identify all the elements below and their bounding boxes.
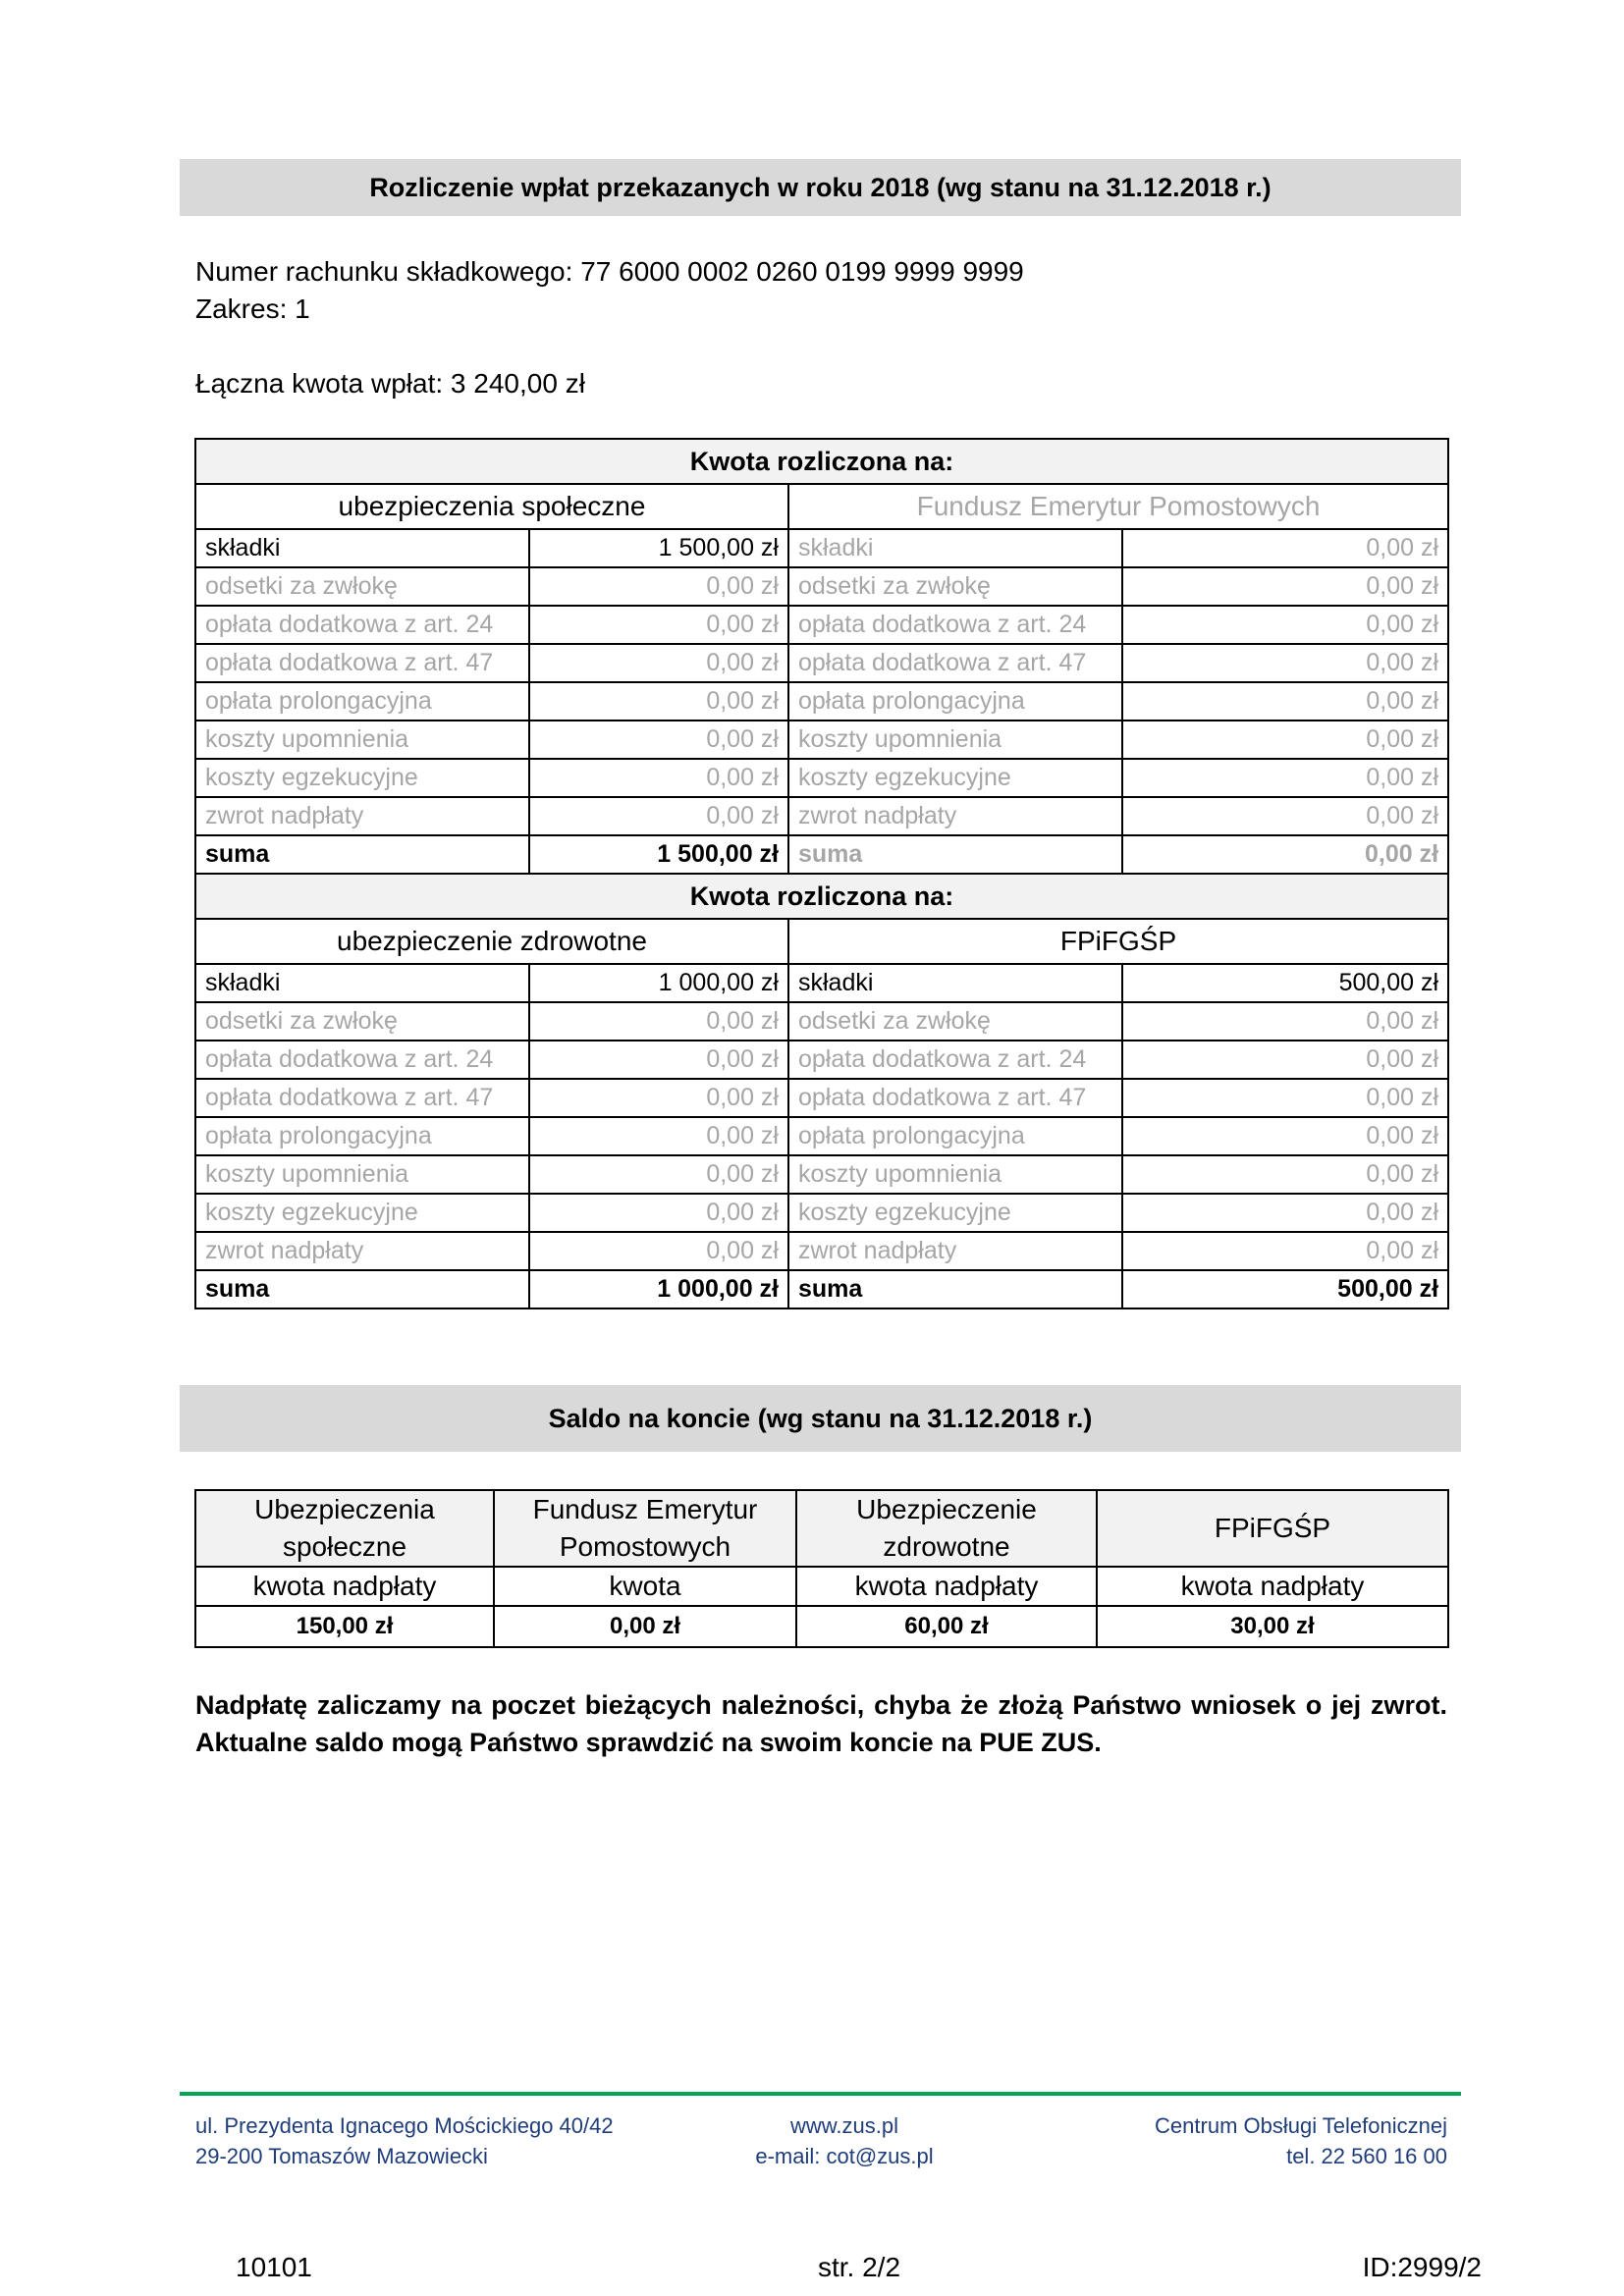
left-item-amount: 1 000,00 zł xyxy=(529,1270,788,1308)
saldo-label-row xyxy=(195,1567,1448,1606)
sum-row xyxy=(195,835,1448,874)
right-category-title: FPiFGŚP xyxy=(788,919,1448,964)
table-row xyxy=(195,759,1448,797)
right-item-label: opłata dodatkowa z art. 24 xyxy=(788,606,1122,644)
left-item-amount: 1 000,00 zł xyxy=(529,964,788,1002)
left-item-amount: 0,00 zł xyxy=(529,1079,788,1117)
table-row xyxy=(195,964,1448,1002)
right-item-label: koszty upomnienia xyxy=(788,1155,1122,1194)
left-item-label: koszty egzekucyjne xyxy=(195,759,529,797)
left-item-label: zwrot nadpłaty xyxy=(195,797,529,835)
right-item-amount: 0,00 zł xyxy=(1122,721,1448,759)
footer-address-line1: ul. Prezydenta Ignacego Mościckiego 40/42 xyxy=(195,2113,614,2138)
table-row xyxy=(195,1041,1448,1079)
left-item-label: odsetki za zwłokę xyxy=(195,1002,529,1041)
left-item-amount: 0,00 zł xyxy=(529,1194,788,1232)
footer-address xyxy=(195,2110,614,2171)
saldo-label-social: kwota nadpłaty xyxy=(195,1567,494,1606)
table-row xyxy=(195,721,1448,759)
right-item-label: składki xyxy=(788,529,1122,567)
left-item-label: opłata prolongacyjna xyxy=(195,1117,529,1155)
left-item-amount: 0,00 zł xyxy=(529,1002,788,1041)
left-item-label: składki xyxy=(195,964,529,1002)
left-item-label: koszty upomnienia xyxy=(195,721,529,759)
footer-web-link[interactable]: www.zus.pl xyxy=(789,2113,899,2138)
left-item-amount: 0,00 zł xyxy=(529,1117,788,1155)
table-row xyxy=(195,1194,1448,1232)
settlement-table-body xyxy=(195,439,1448,1308)
table-row xyxy=(195,1117,1448,1155)
left-item-label: koszty upomnienia xyxy=(195,1155,529,1194)
saldo-value-health: 60,00 zł xyxy=(796,1606,1097,1647)
table-row xyxy=(195,567,1448,606)
right-item-label: zwrot nadpłaty xyxy=(788,1232,1122,1270)
right-item-amount: 0,00 zł xyxy=(1122,1155,1448,1194)
table-row xyxy=(195,1079,1448,1117)
left-item-label: opłata dodatkowa z art. 47 xyxy=(195,644,529,682)
left-item-amount: 0,00 zł xyxy=(529,1041,788,1079)
right-category-title: Fundusz Emerytur Pomostowych xyxy=(788,484,1448,529)
saldo-title: Saldo na koncie (wg stanu na 31.12.2018 r.) xyxy=(180,1385,1461,1452)
zakres: Zakres: 1 xyxy=(195,294,310,324)
right-item-amount: 0,00 zł xyxy=(1122,1041,1448,1079)
saldo-header-fpifgsp: FPiFGŚP xyxy=(1097,1490,1448,1567)
section-heading: Kwota rozliczona na: xyxy=(195,439,1448,484)
right-item-amount: 0,00 zł xyxy=(1122,797,1448,835)
settlement-table xyxy=(194,438,1449,1309)
left-category-title: ubezpieczenia społeczne xyxy=(195,484,788,529)
left-item-amount: 0,00 zł xyxy=(529,567,788,606)
left-item-amount: 0,00 zł xyxy=(529,797,788,835)
saldo-value-row xyxy=(195,1606,1448,1647)
left-item-label: opłata dodatkowa z art. 47 xyxy=(195,1079,529,1117)
left-item-amount: 0,00 zł xyxy=(529,1232,788,1270)
footer-contact xyxy=(687,2110,1001,2171)
left-item-label: opłata dodatkowa z art. 24 xyxy=(195,606,529,644)
document-code: 10101 xyxy=(236,2252,312,2282)
table-row xyxy=(195,644,1448,682)
left-item-amount: 1 500,00 zł xyxy=(529,529,788,567)
table-row xyxy=(195,1002,1448,1041)
footer-address-line2: 29-200 Tomaszów Mazowiecki xyxy=(195,2144,488,2168)
saldo-table xyxy=(194,1489,1449,1648)
table-row xyxy=(195,1155,1448,1194)
right-item-amount: 0,00 zł xyxy=(1122,606,1448,644)
saldo-value-social: 150,00 zł xyxy=(195,1606,494,1647)
saldo-value-fpifgsp: 30,00 zł xyxy=(1097,1606,1448,1647)
saldo-header-social: Ubezpieczenia społeczne xyxy=(195,1490,494,1567)
right-item-amount: 0,00 zł xyxy=(1122,644,1448,682)
left-item-label: składki xyxy=(195,529,529,567)
section-heading-row xyxy=(195,439,1448,484)
right-item-label: opłata prolongacyjna xyxy=(788,1117,1122,1155)
right-item-amount: 0,00 zł xyxy=(1122,1194,1448,1232)
right-item-label: opłata dodatkowa z art. 47 xyxy=(788,644,1122,682)
left-item-label: suma xyxy=(195,1270,529,1308)
left-item-amount: 0,00 zł xyxy=(529,682,788,721)
account-number: Numer rachunku składkowego: 77 6000 0002 0260 0199 9999 9999 xyxy=(195,256,1024,287)
right-item-label: składki xyxy=(788,964,1122,1002)
left-item-amount: 0,00 zł xyxy=(529,721,788,759)
right-item-label: koszty upomnienia xyxy=(788,721,1122,759)
right-item-amount: 500,00 zł xyxy=(1122,1270,1448,1308)
right-item-label: odsetki za zwłokę xyxy=(788,567,1122,606)
left-item-label: zwrot nadpłaty xyxy=(195,1232,529,1270)
right-item-amount: 0,00 zł xyxy=(1122,1079,1448,1117)
right-item-amount: 0,00 zł xyxy=(1122,567,1448,606)
right-item-label: opłata dodatkowa z art. 47 xyxy=(788,1079,1122,1117)
right-item-amount: 0,00 zł xyxy=(1122,1117,1448,1155)
right-item-label: suma xyxy=(788,835,1122,874)
left-item-label: suma xyxy=(195,835,529,874)
table-row xyxy=(195,606,1448,644)
footer-call-center xyxy=(1155,2110,1447,2171)
footer-divider xyxy=(180,2092,1461,2096)
saldo-header-fep: Fundusz Emerytur Pomostowych xyxy=(494,1490,796,1567)
saldo-label-fep: kwota xyxy=(494,1567,796,1606)
saldo-label-health: kwota nadpłaty xyxy=(796,1567,1097,1606)
left-item-amount: 1 500,00 zł xyxy=(529,835,788,874)
saldo-header-health: Ubezpieczenie zdrowotne xyxy=(796,1490,1097,1567)
right-item-amount: 0,00 zł xyxy=(1122,759,1448,797)
right-item-label: opłata prolongacyjna xyxy=(788,682,1122,721)
footer-phone: tel. 22 560 16 00 xyxy=(1286,2144,1447,2168)
left-item-label: opłata dodatkowa z art. 24 xyxy=(195,1041,529,1079)
section-subheading-row xyxy=(195,919,1448,964)
right-item-label: koszty egzekucyjne xyxy=(788,1194,1122,1232)
right-item-amount: 0,00 zł xyxy=(1122,1232,1448,1270)
section-heading: Kwota rozliczona na: xyxy=(195,874,1448,919)
section-subheading-row xyxy=(195,484,1448,529)
overpayment-notice: Nadpłatę zaliczamy na poczet bieżących należności, chyba że złożą Państwo wniosek o jej zwrot. Aktualne saldo mogą Państwo sprawdzić na swoim koncie na PUE ZUS. xyxy=(195,1690,1447,1757)
saldo-label-fpifgsp: kwota nadpłaty xyxy=(1097,1567,1448,1606)
right-item-label: odsetki za zwłokę xyxy=(788,1002,1122,1041)
left-item-amount: 0,00 zł xyxy=(529,1155,788,1194)
right-item-amount: 0,00 zł xyxy=(1122,682,1448,721)
section-heading-row xyxy=(195,874,1448,919)
table-row xyxy=(195,682,1448,721)
left-item-amount: 0,00 zł xyxy=(529,644,788,682)
page-number: str. 2/2 xyxy=(817,2252,901,2282)
right-item-label: opłata dodatkowa z art. 24 xyxy=(788,1041,1122,1079)
saldo-value-fep: 0,00 zł xyxy=(494,1606,796,1647)
right-item-label: zwrot nadpłaty xyxy=(788,797,1122,835)
total-payments: Łączna kwota wpłat: 3 240,00 zł xyxy=(195,368,585,399)
table-row xyxy=(195,529,1448,567)
table-row xyxy=(195,1232,1448,1270)
left-item-label: opłata prolongacyjna xyxy=(195,682,529,721)
right-item-label: koszty egzekucyjne xyxy=(788,759,1122,797)
right-item-amount: 0,00 zł xyxy=(1122,835,1448,874)
right-item-label: suma xyxy=(788,1270,1122,1308)
left-item-label: koszty egzekucyjne xyxy=(195,1194,529,1232)
sum-row xyxy=(195,1270,1448,1308)
right-item-amount: 500,00 zł xyxy=(1122,964,1448,1002)
right-item-amount: 0,00 zł xyxy=(1122,529,1448,567)
left-category-title: ubezpieczenie zdrowotne xyxy=(195,919,788,964)
document-id: ID:2999/2 xyxy=(1362,2252,1482,2282)
footer-center-name: Centrum Obsługi Telefonicznej xyxy=(1155,2113,1447,2138)
left-item-amount: 0,00 zł xyxy=(529,606,788,644)
table-row xyxy=(195,797,1448,835)
settlement-title: Rozliczenie wpłat przekazanych w roku 2018 (wg stanu na 31.12.2018 r.) xyxy=(180,159,1461,216)
right-item-amount: 0,00 zł xyxy=(1122,1002,1448,1041)
saldo-header-row xyxy=(195,1490,1448,1567)
left-item-label: odsetki za zwłokę xyxy=(195,567,529,606)
footer-email-link[interactable]: e-mail: cot@zus.pl xyxy=(755,2144,934,2168)
left-item-amount: 0,00 zł xyxy=(529,759,788,797)
